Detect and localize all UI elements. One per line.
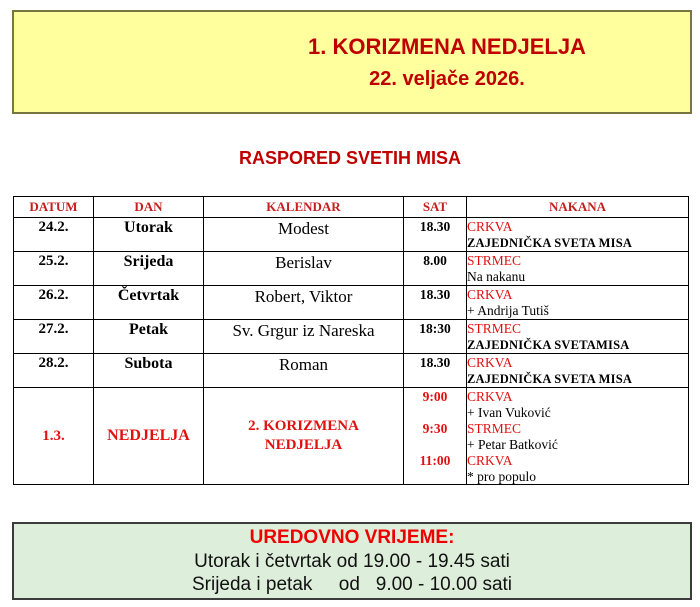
calendar-cell: Roman bbox=[204, 354, 404, 388]
column-header-datum: DATUM bbox=[14, 197, 94, 218]
intention-label: + Andrija Tutiš bbox=[467, 303, 549, 318]
time-cell bbox=[404, 388, 467, 485]
date-cell: 26.2. bbox=[14, 286, 94, 320]
column-header-dan: DAN bbox=[94, 197, 204, 218]
mass-schedule-table bbox=[13, 196, 689, 485]
table-row bbox=[14, 320, 689, 354]
calendar-cell bbox=[204, 388, 404, 485]
day-cell: Subota bbox=[94, 354, 204, 388]
table-header-row bbox=[14, 197, 689, 218]
column-header-sat: SAT bbox=[404, 197, 467, 218]
intention-label: * pro populo bbox=[467, 469, 536, 484]
intention-cell bbox=[467, 286, 689, 320]
column-header-nakana: NAKANA bbox=[467, 197, 689, 218]
location-label: CRKVA bbox=[467, 389, 513, 404]
time-cell: 18.30 bbox=[404, 218, 467, 252]
day-cell: Petak bbox=[94, 320, 204, 354]
location-label: STRMEC bbox=[467, 321, 522, 336]
title-box bbox=[12, 10, 692, 114]
day-cell: NEDJELJA bbox=[94, 388, 204, 485]
table-row bbox=[14, 218, 689, 252]
sunday-row bbox=[14, 388, 689, 485]
intention-label: Na nakanu bbox=[467, 269, 526, 284]
time-cell: 18:30 bbox=[404, 320, 467, 354]
calendar-cell: Modest bbox=[204, 218, 404, 252]
intention-label: ZAJEDNIČKA SVETA MISA bbox=[467, 372, 633, 386]
location-label: CRKVA bbox=[467, 287, 513, 302]
intention-cell bbox=[467, 252, 689, 286]
mass-entry bbox=[467, 452, 688, 484]
table-row bbox=[14, 286, 689, 320]
office-hours-line: Utorak i četvrtak od 19.00 - 19.45 sati bbox=[194, 551, 510, 572]
intention-cell bbox=[467, 388, 689, 485]
intention-label: + Petar Batković bbox=[467, 437, 558, 452]
day-cell: Utorak bbox=[94, 218, 204, 252]
day-cell: Srijeda bbox=[94, 252, 204, 286]
office-hours-box bbox=[12, 522, 692, 600]
intention-label: ZAJEDNIČKA SVETAMISA bbox=[467, 338, 630, 352]
location-label: CRKVA bbox=[467, 219, 513, 234]
intention-cell bbox=[467, 354, 689, 388]
mass-time: 11:00 bbox=[419, 453, 451, 468]
time-cell: 18.30 bbox=[404, 286, 467, 320]
date-cell: 1.3. bbox=[14, 388, 94, 485]
mass-entry bbox=[467, 388, 688, 420]
table-row bbox=[14, 252, 689, 286]
mass-entry bbox=[467, 420, 688, 452]
mass-time: 9:00 bbox=[422, 389, 448, 404]
calendar-cell: Robert, Viktor bbox=[204, 286, 404, 320]
sunday-calendar-label: 2. KORIZMENA NEDJELJA bbox=[248, 418, 359, 453]
table-row bbox=[14, 354, 689, 388]
day-cell: Četvrtak bbox=[94, 286, 204, 320]
schedule-heading: RASPORED SVETIH MISA bbox=[238, 148, 462, 168]
intention-cell bbox=[467, 218, 689, 252]
column-header-kalendar: KALENDAR bbox=[204, 197, 404, 218]
date-cell: 27.2. bbox=[14, 320, 94, 354]
location-label: CRKVA bbox=[467, 355, 513, 370]
date-cell: 28.2. bbox=[14, 354, 94, 388]
time-cell: 18.30 bbox=[404, 354, 467, 388]
mass-time: 9:30 bbox=[422, 421, 448, 436]
calendar-cell: Sv. Grgur iz Nareska bbox=[204, 320, 404, 354]
location-label: STRMEC bbox=[467, 253, 522, 268]
page-date: 22. veljače 2026. bbox=[369, 68, 525, 90]
time-cell: 8.00 bbox=[404, 252, 467, 286]
date-cell: 24.2. bbox=[14, 218, 94, 252]
date-cell: 25.2. bbox=[14, 252, 94, 286]
calendar-cell: Berislav bbox=[204, 252, 404, 286]
location-label: CRKVA bbox=[467, 453, 513, 468]
office-hours-title: UREDOVNO VRIJEME: bbox=[249, 527, 455, 548]
intention-label: ZAJEDNIČKA SVETA MISA bbox=[467, 236, 633, 250]
location-label: STRMEC bbox=[467, 421, 522, 436]
intention-cell bbox=[467, 320, 689, 354]
office-hours-line: Srijeda i petak od 9.00 - 10.00 sati bbox=[191, 574, 513, 595]
page-title: 1. KORIZMENA NEDJELJA bbox=[308, 34, 586, 59]
intention-label: + Ivan Vuković bbox=[467, 405, 551, 420]
